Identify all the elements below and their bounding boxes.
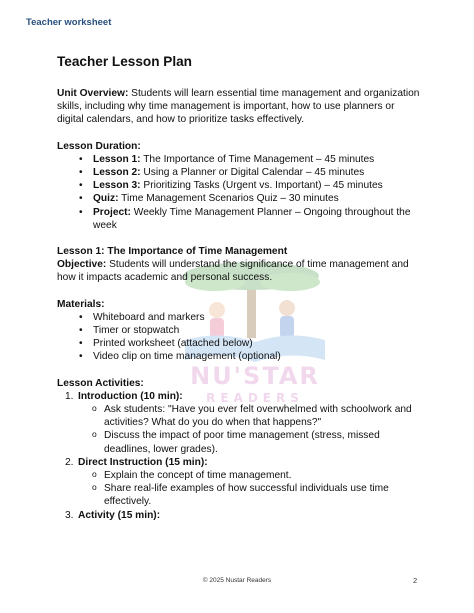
lesson1-objective [57,258,422,284]
lesson-activities-heading: Lesson Activities: [57,377,144,389]
list-item: • Printed worksheet (attached below) [93,337,422,350]
activity-number: 2. [65,456,74,468]
item-text: Prioritizing Tasks (Urgent vs. Important) – 45 minutes [140,180,383,192]
item-text: Time Management Scenarios Quiz – 30 minutes [118,193,339,205]
item-text: Using a Planner or Digital Calendar – 45 minutes [140,167,365,179]
activity-item [65,456,422,509]
watermark-logo-line1: NU'STAR [190,362,320,390]
sub-item: o Ask students: "Have you ever felt overwhelmed with schoolwork and activities? What do you do when that happens?" [104,403,422,429]
worksheet-header-label: Teacher worksheet [26,17,112,28]
activity-number: 3. [65,509,74,521]
list-item [93,179,422,192]
sub-item: o Share real-life examples of how successful individuals use time effectively. [104,482,422,508]
objective-text: Students will understand the significance of time management and how it impacts academic and personal success. [57,259,409,284]
lesson1-heading: Lesson 1: The Importance of Time Management [57,246,288,258]
page-number: 2 [413,576,418,585]
list-item [93,153,422,166]
unit-overview-text: Students will learn essential time management and organization skills, including why time management is important, how to use planners or digital calendars, and how to prioritize tasks effectively. [57,88,420,126]
activity-item [65,509,422,522]
activity-sublist [78,403,422,456]
activity-label: Activity (15 min): [78,509,161,521]
sub-item: o Discuss the impact of poor time management (stress, missed deadlines, lower grades). [104,429,422,455]
list-item [93,206,422,232]
page-title: Teacher Lesson Plan [57,54,192,69]
lesson-duration-list [57,153,422,232]
lesson-duration-heading: Lesson Duration: [57,140,141,152]
materials-list [57,311,422,364]
item-text: The Importance of Time Management – 45 minutes [140,153,375,165]
item-label: Lesson 2: [93,167,141,179]
item-label: Lesson 3: [93,180,141,192]
objective-label: Objective: [57,259,107,271]
activity-item [65,390,422,456]
unit-overview-label: Unit Overview: [57,88,129,99]
footer-copyright: © 2025 Nustar Readers [202,577,272,584]
lesson-plan-body [57,54,422,522]
lesson-activities-list [57,390,422,522]
activity-sublist [78,469,422,509]
item-label: Lesson 1: [93,153,141,165]
activity-label: Direct Instruction (15 min): [78,456,208,468]
unit-overview-paragraph [57,87,422,127]
list-item [93,192,422,205]
list-item: • Whiteboard and markers [93,311,422,324]
item-label: Project: [93,206,131,218]
list-item: • Video clip on time management (optional) [93,350,422,363]
item-label: Quiz: [93,193,119,205]
list-item: • Timer or stopwatch [93,324,422,337]
watermark-logo-line2: READERS [206,391,304,405]
activity-label: Introduction (10 min): [78,390,183,402]
materials-heading: Materials: [57,298,105,310]
sub-item: o Explain the concept of time management. [104,469,422,482]
activity-number: 1. [65,390,74,402]
item-text: Weekly Time Management Planner – Ongoing throughout the week [93,206,411,231]
list-item [93,166,422,179]
